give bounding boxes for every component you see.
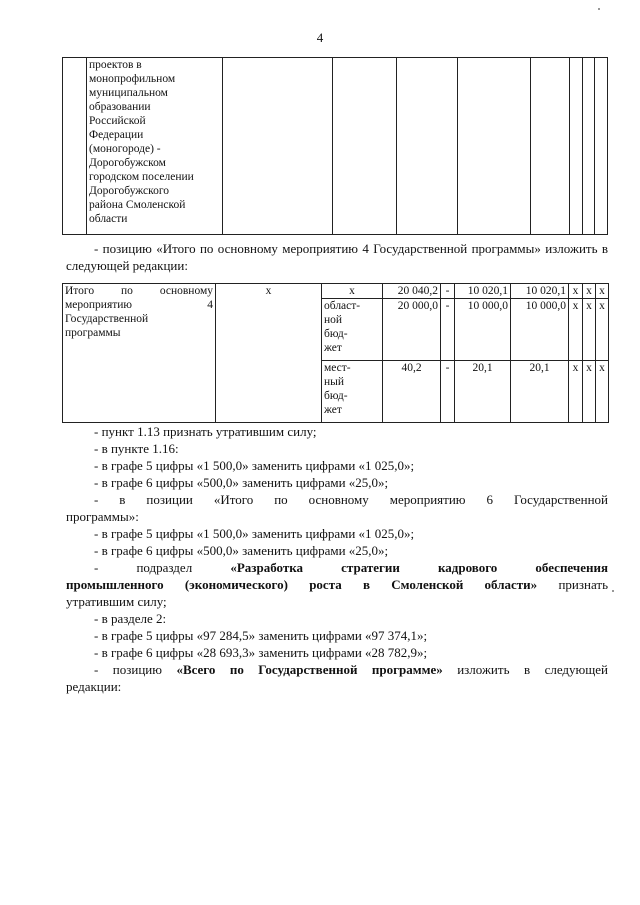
item-line: - в графе 6 цифры «28 693,3» заменить цифрами «28 782,9»; [94, 645, 428, 660]
item-line: промышленного (экономического) роста в Смоленской области» признать [66, 577, 608, 592]
item-line: - в позиции «Итого по основному мероприятию 6 Государственной [94, 492, 608, 507]
item-line: - в разделе 2: [94, 611, 167, 626]
paragraph-intro: - позицию «Итого по основному мероприятию 4 Государственной программы» изложить в следующей редакции: [66, 241, 608, 273]
table-continuation [62, 57, 608, 235]
table-row [63, 58, 608, 235]
item-line: - в графе 5 цифры «1 500,0» заменить цифрами «1 025,0»; [94, 458, 415, 473]
item-line: программы»: [66, 509, 139, 524]
page-number: 4 [316, 30, 324, 45]
scan-speck [598, 8, 600, 10]
item-line: - подраздел «Разработка стратегии кадрового обеспечения [94, 560, 608, 575]
scan-speck [612, 590, 614, 592]
table-row: мест- ный бюд- жет 40,2 - 20,1 20,1 х х х [63, 361, 609, 423]
item-line: - в графе 5 цифры «1 500,0» заменить цифрами «1 025,0»; [94, 526, 415, 541]
table-row: Итого по основному мероприятию 4 Государственной программы х х 20 040,2 - 10 020,1 10 020,1 х х х [63, 284, 609, 299]
item-line: редакции: [66, 679, 122, 694]
item-line: - позицию «Всего по Государственной программе» изложить в следующей [94, 662, 608, 677]
measure-name-cell: Итого по основному мероприятию 4 Государственной программы [63, 284, 216, 423]
item-line: - пункт 1.13 признать утратившим силу; [94, 424, 317, 439]
table-row: област- ной бюд- жет 20 000,0 - 10 000,0 10 000,0 х х х [63, 299, 609, 361]
item-line: утратившим силу; [66, 594, 167, 609]
item-line: - в графе 6 цифры «500,0» заменить цифрами «25,0»; [94, 543, 389, 558]
table-itogo-4 [62, 283, 609, 423]
measure-name-cell: проектов в монопрофильном муниципальном образовании Российской Федерации (моногороде) - Дорогобужском городском поселении Дорогобужского района Смоленской области [87, 58, 223, 235]
item-line: - в пункте 1.16: [94, 441, 179, 456]
item-line: - в графе 5 цифры «97 284,5» заменить цифрами «97 374,1»; [94, 628, 428, 643]
executor-cell: х [216, 284, 322, 423]
item-line: - в графе 6 цифры «500,0» заменить цифрами «25,0»; [94, 475, 389, 490]
